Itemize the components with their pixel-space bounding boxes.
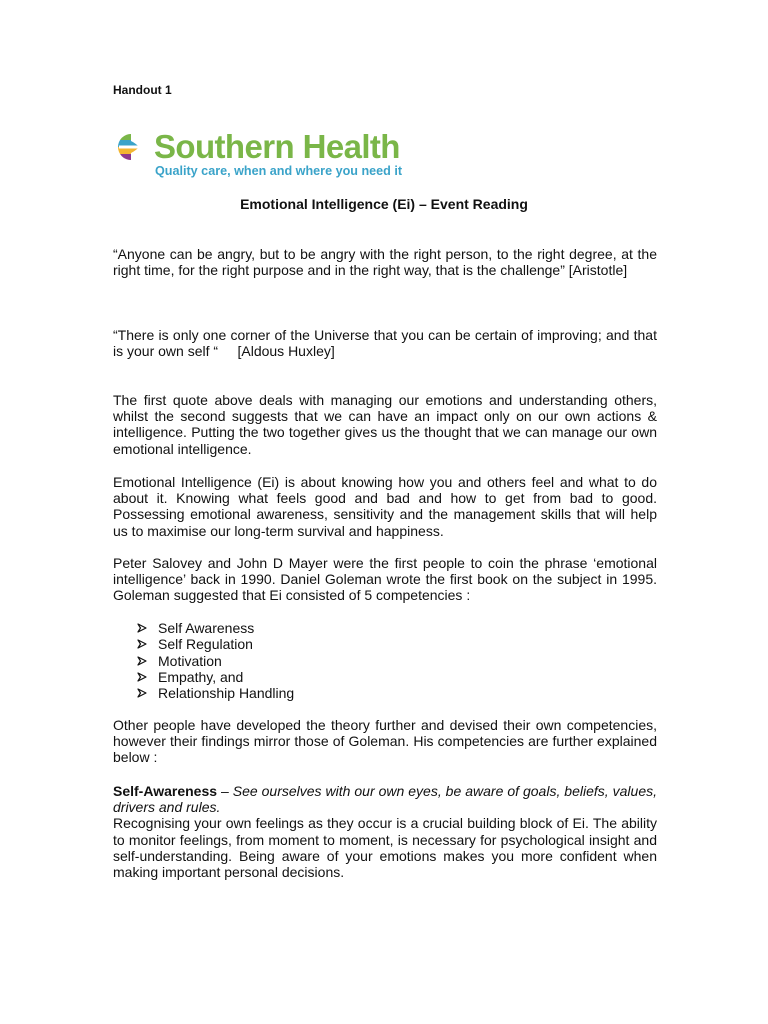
handout-label: Handout 1 <box>113 83 172 97</box>
list-item <box>137 620 294 636</box>
paragraph-1: The first quote above deals with managing our emotions and understanding others, whilst the second suggests that we can have an impact only on our own actions & intelligence. Putting the two together gives us the thought that we can manage our own emotional intelligence. <box>113 392 657 457</box>
competency-label: Self Awareness <box>158 620 255 636</box>
logo-name: Southern Health <box>154 128 400 165</box>
logo-arrow-icon <box>116 132 150 162</box>
logo-tagline: Quality care, when and where you need it <box>155 164 403 178</box>
arrowhead-bullet-icon <box>137 623 147 633</box>
list-item <box>137 653 294 669</box>
arrowhead-bullet-icon <box>137 656 147 666</box>
self-awareness-subtitle: See ourselves with our own eyes, be aware of goals, beliefs, values, drivers and rules. <box>113 783 657 816</box>
paragraph-3: Peter Salovey and John D Mayer were the first people to coin the phrase ‘emotional intelligence’ back in 1990. Daniel Goleman wrote the first book on the subject in 1995. Goleman suggested that Ei consisted of 5 competencies : <box>113 555 657 604</box>
arrowhead-bullet-icon <box>137 672 147 682</box>
competency-label: Relationship Handling <box>158 685 295 702</box>
arrowhead-bullet-icon <box>137 688 147 698</box>
heading-dash: – <box>217 783 233 799</box>
paragraph-4: Other people have developed the theory further and devised their own competencies, however their findings mirror those of Goleman. His competencies are further explained below : <box>113 717 657 766</box>
list-item <box>137 669 294 685</box>
self-awareness-section <box>113 783 657 880</box>
quote-huxley: “There is only one corner of the Universe that you can be certain of improving; and that is your own self “ [Aldous Huxley] <box>113 327 661 360</box>
document-title: Emotional Intelligence (Ei) – Event Reading <box>240 196 528 212</box>
quote-aristotle: “Anyone can be angry, but to be angry with the right person, to the right degree, at the right time, for the right purpose and in the right way, that is the challenge” [Aristotle] <box>113 246 657 279</box>
self-awareness-body: Recognising your own feelings as they occur is a crucial building block of Ei. The ability to monitor feelings, from moment to moment, is necessary for psychological insight and self-understanding. Being aware of your emotions makes you more confident when making important personal decisions. <box>113 815 657 881</box>
competency-label: Motivation <box>158 652 222 669</box>
competency-label: Self Regulation <box>158 636 253 653</box>
paragraph-2: Emotional Intelligence (Ei) is about knowing how you and others feel and what to do about it. Knowing what feels good and bad and how to get from bad to good. Possessing emotional awareness, sensitivity and the management skills that will help us to maximise our long-term survival and happiness. <box>113 474 657 539</box>
list-item <box>137 636 294 652</box>
list-item <box>137 685 294 701</box>
self-awareness-heading: Self-Awareness <box>113 783 218 799</box>
southern-health-logo <box>113 128 443 180</box>
competencies-list <box>137 620 294 701</box>
arrowhead-bullet-icon <box>137 639 147 649</box>
competency-label: Empathy, and <box>158 668 244 685</box>
